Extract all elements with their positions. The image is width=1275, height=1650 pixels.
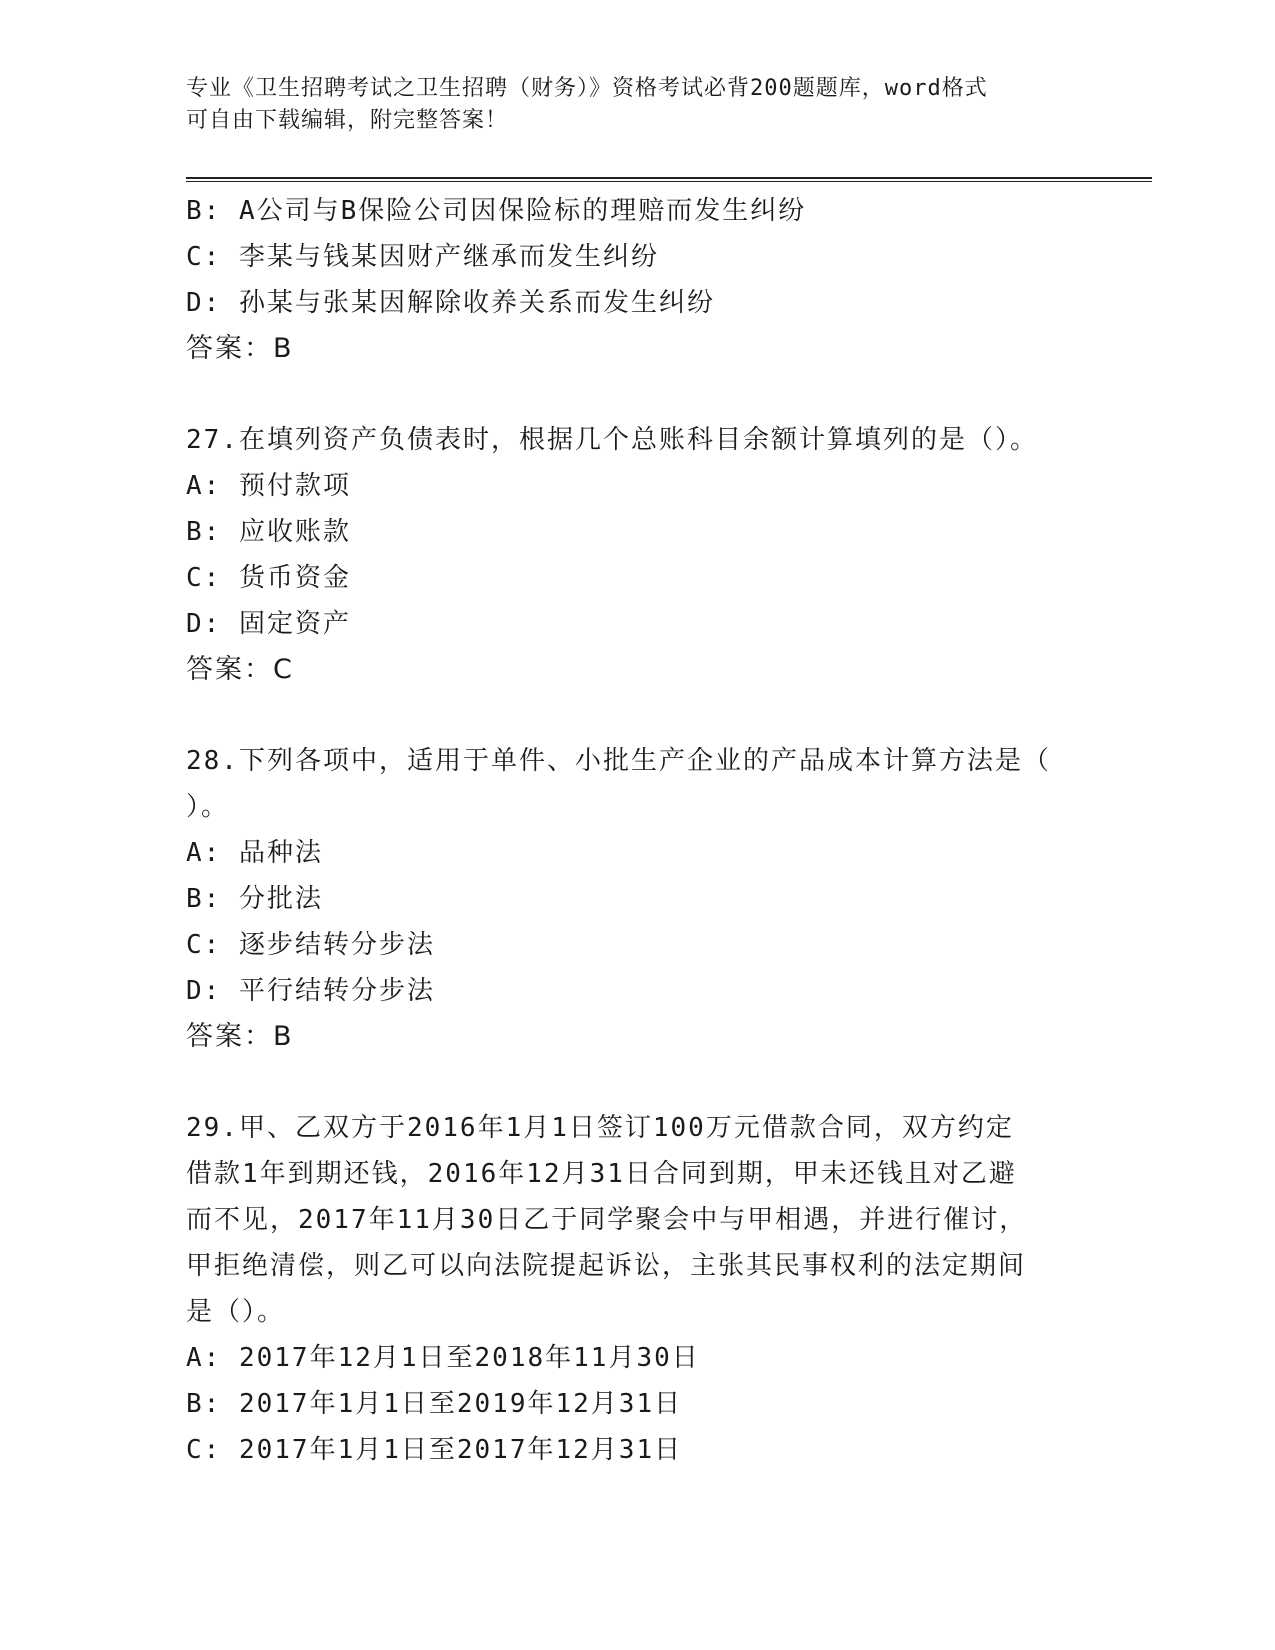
option-c: C: 李某与钱某因财产继承而发生纠纷: [186, 242, 659, 272]
answer: 答案：B: [186, 333, 294, 364]
option-b: B: 应收账款: [186, 517, 351, 547]
option-a: A: 2017年12月1日至2018年11月30日: [186, 1343, 700, 1373]
question-text-line-3: 而不见，2017年11月30日乙于同学聚会中与甲相遇，并进行催讨，: [186, 1205, 1028, 1235]
question-text-line-4: 甲拒绝清偿，则乙可以向法院提起诉讼，主张其民事权利的法定期间: [186, 1251, 1027, 1281]
question-26: [186, 188, 1086, 372]
header-title-line-2: 可自由下载编辑，附完整答案！: [186, 108, 509, 133]
answer: 答案：B: [186, 1021, 294, 1052]
option-d: D: 平行结转分步法: [186, 976, 435, 1006]
question-text-line-2: 借款1年到期还钱，2016年12月31日合同到期，甲未还钱且对乙避: [186, 1159, 1017, 1189]
answer: 答案：C: [186, 654, 294, 685]
option-b: B: A公司与B保险公司因保险标的理赔而发生纠纷: [186, 196, 807, 226]
option-c: C: 货币资金: [186, 563, 351, 593]
question-text-line-2: ）。: [186, 792, 230, 822]
option-d: D: 孙某与张某因解除收养关系而发生纠纷: [186, 288, 715, 318]
question-text-line-5: 是（）。: [186, 1297, 286, 1327]
option-b: B: 分批法: [186, 884, 323, 914]
option-d: D: 固定资产: [186, 609, 351, 639]
header-title-line-1: 专业《卫生招聘考试之卫生招聘（财务）》资格考试必背200题题库，word格式: [186, 76, 988, 101]
question-text-line-1: 28.下列各项中，适用于单件、小批生产企业的产品成本计算方法是（: [186, 746, 1051, 776]
option-c: C: 2017年1月1日至2017年12月31日: [186, 1435, 683, 1465]
option-a: A: 品种法: [186, 838, 323, 868]
question-text: 27.在填列资产负债表时，根据几个总账科目余额计算填列的是（）。: [186, 425, 1038, 455]
question-27: [186, 417, 1086, 693]
question-list: [186, 188, 1086, 1473]
option-c: C: 逐步结转分步法: [186, 930, 435, 960]
question-text-line-1: 29.甲、乙双方于2016年1月1日签订100万元借款合同，双方约定: [186, 1113, 1014, 1143]
document-header: [186, 73, 1066, 137]
question-29: [186, 1105, 1086, 1473]
header-divider: [186, 177, 1152, 182]
question-28: [186, 738, 1086, 1060]
option-b: B: 2017年1月1日至2019年12月31日: [186, 1389, 683, 1419]
option-a: A: 预付款项: [186, 471, 351, 501]
